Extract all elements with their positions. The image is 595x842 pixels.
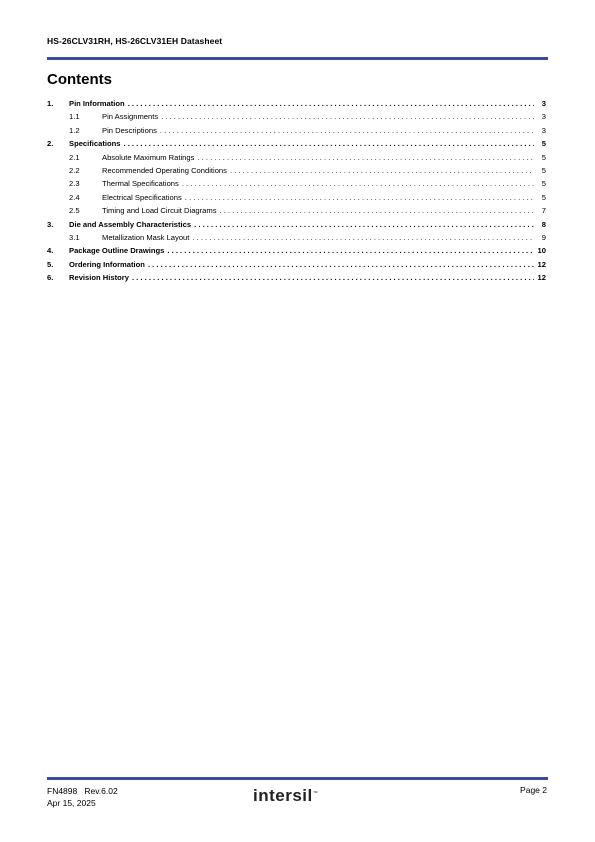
toc-dot-leader <box>128 97 534 110</box>
toc-entry-number: 2.3 <box>69 179 80 189</box>
toc-entry[interactable] <box>47 124 546 137</box>
toc-entry-label[interactable]: Absolute Maximum Ratings <box>102 151 197 164</box>
toc-dot-leader <box>148 258 534 271</box>
toc-entry-page[interactable]: 5 <box>541 139 546 149</box>
toc-entry[interactable] <box>47 244 546 257</box>
toc-entry[interactable] <box>47 97 546 110</box>
toc-entry-page[interactable]: 10 <box>537 246 546 256</box>
toc-entry[interactable] <box>47 110 546 123</box>
toc-entry[interactable] <box>47 177 546 190</box>
toc-entry-number: 5. <box>47 259 54 269</box>
toc-entry-page[interactable]: 3 <box>541 125 546 135</box>
toc-entry[interactable] <box>47 258 546 271</box>
toc-dot-leader <box>167 244 533 257</box>
toc-entry[interactable] <box>47 231 546 244</box>
toc-entry-number: 2. <box>47 139 54 149</box>
toc-entry-number: 2.4 <box>69 192 80 202</box>
toc-entry-page[interactable]: 3 <box>541 99 546 108</box>
toc-entry-page[interactable]: 5 <box>541 192 546 202</box>
toc-entry-page[interactable]: 5 <box>541 179 546 189</box>
toc-entry-label[interactable]: Package Outline Drawings <box>69 244 167 257</box>
toc-entry-page[interactable]: 9 <box>541 232 546 242</box>
toc-entry-page[interactable]: 5 <box>541 152 546 162</box>
toc-entry-number: 2.5 <box>69 206 80 216</box>
toc-entry-label[interactable]: Timing and Load Circuit Diagrams <box>102 204 220 217</box>
footer-doc-info <box>47 785 118 809</box>
toc-dot-leader <box>132 271 534 284</box>
toc-dot-leader <box>194 218 534 231</box>
toc-dot-leader <box>220 204 534 217</box>
toc-entry-label[interactable]: Revision History <box>69 271 132 284</box>
toc-entry-number: 2.2 <box>69 165 80 175</box>
toc-entry-label[interactable]: Thermal Specifications <box>102 177 182 190</box>
toc-dot-leader <box>160 124 534 137</box>
logo-trademark: ™ <box>312 790 319 797</box>
toc-entry-number: 3. <box>47 219 54 229</box>
toc-entry-number: 1.1 <box>69 112 80 122</box>
toc-dot-leader <box>185 191 534 204</box>
header-title: HS-26CLV31RH, HS-26CLV31EH Datasheet <box>47 36 223 46</box>
toc-entry-number: 4. <box>47 246 54 256</box>
toc-dot-leader <box>230 164 534 177</box>
footer-rule <box>47 777 548 780</box>
toc-entry[interactable] <box>47 271 546 284</box>
table-of-contents <box>47 97 546 284</box>
toc-entry-label[interactable]: Ordering Information <box>69 258 148 271</box>
toc-entry-label[interactable]: Pin Information <box>69 97 128 110</box>
toc-entry[interactable] <box>47 137 546 150</box>
contents-title: Contents <box>47 71 112 88</box>
toc-entry-page[interactable]: 12 <box>537 273 546 283</box>
company-logo <box>253 786 318 806</box>
toc-entry-label[interactable]: Metallization Mask Layout <box>102 231 192 244</box>
toc-entry-number: 3.1 <box>69 232 80 242</box>
toc-entry-number: 1. <box>47 99 54 108</box>
toc-dot-leader <box>192 231 534 244</box>
toc-entry-page[interactable]: 5 <box>541 165 546 175</box>
page-number: Page 2 <box>520 785 547 795</box>
toc-entry[interactable] <box>47 151 546 164</box>
toc-dot-leader <box>161 110 534 123</box>
toc-entry-label[interactable]: Recommended Operating Conditions <box>102 164 230 177</box>
footer-date: Apr 15, 2025 <box>47 798 96 808</box>
footer-doc-id: FN4898 Rev.6.02 <box>47 786 118 796</box>
toc-entry-label[interactable]: Specifications <box>69 137 123 150</box>
toc-entry-number: 2.1 <box>69 152 80 162</box>
toc-entry-label[interactable]: Die and Assembly Characteristics <box>69 218 194 231</box>
toc-entry-page[interactable]: 8 <box>541 219 546 229</box>
toc-entry[interactable] <box>47 164 546 177</box>
toc-entry-page[interactable]: 12 <box>537 259 546 269</box>
toc-entry-number: 6. <box>47 273 54 283</box>
toc-dot-leader <box>123 137 534 150</box>
toc-entry-number: 1.2 <box>69 125 80 135</box>
toc-entry-label[interactable]: Pin Assignments <box>102 110 161 123</box>
logo-text: intersil <box>253 786 313 805</box>
toc-dot-leader <box>197 151 534 164</box>
toc-entry[interactable] <box>47 218 546 231</box>
toc-entry-page[interactable]: 3 <box>541 112 546 122</box>
header-rule <box>47 57 548 60</box>
toc-entry-page[interactable]: 7 <box>541 206 546 216</box>
toc-entry-label[interactable]: Pin Descriptions <box>102 124 160 137</box>
toc-entry[interactable] <box>47 191 546 204</box>
toc-entry[interactable] <box>47 204 546 217</box>
toc-entry-label[interactable]: Electrical Specifications <box>102 191 185 204</box>
toc-dot-leader <box>182 177 534 190</box>
